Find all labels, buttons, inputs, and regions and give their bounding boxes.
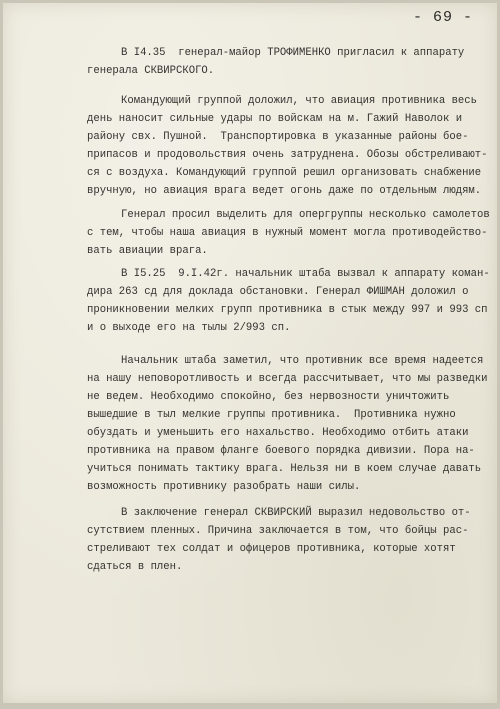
text-line: обуздать и уменьшить его нахальство. Необходимо отбить атаки	[87, 427, 469, 439]
document-page	[3, 3, 497, 703]
text-line: не ведем. Необходимо спокойно, без нервозности уничтожить	[87, 391, 450, 403]
text-line: генерала СКВИРСКОГО.	[87, 65, 215, 77]
text-line: вышедшие в тыл мелкие группы противника. Противника нужно	[87, 409, 456, 421]
text-line: сутствием пленных. Причина заключается в том, что бойцы рас-	[87, 525, 469, 537]
text-line: на нашу неповоротливость и всегда рассчитывает, что мы разведки	[87, 373, 488, 385]
text-line: проникновении мелких групп противника в стык между 997 и 993 сп	[87, 304, 488, 316]
text-line: вать авиации врага.	[87, 245, 208, 257]
text-line: вручную, но авиация врага ведет огонь даже по отдельным людям.	[87, 185, 482, 197]
text-line: ся с воздуха. Командующий группой решил организовать снабжение	[87, 167, 482, 179]
text-line: Начальник штаба заметил, что противник все время надеется	[121, 355, 484, 367]
text-line: дира 263 сд для доклада обстановки. Генерал ФИШМАН доложил о	[87, 286, 469, 298]
text-line: с тем, чтобы наша авиация в нужный момент могла противодейство-	[87, 227, 488, 239]
text-line: припасов и продовольствия очень затруднена. Обозы обстреливают-	[87, 149, 488, 161]
page-number: - 69 -	[413, 9, 474, 26]
text-line: В I4.35 генерал-майор ТРОФИМЕНКО пригласил к аппарату	[121, 47, 465, 59]
text-line: В заключение генерал СКВИРСКИЙ выразил недовольство от-	[121, 507, 471, 519]
text-line: возможность противнику разобрать наши силы.	[87, 481, 361, 493]
text-line: стреливают тех солдат и офицеров противника, которые хотят	[87, 543, 456, 555]
text-line: сдаться в плен.	[87, 561, 183, 573]
text-line: день наносит сильные удары по войскам на м. Гажий Наволок и	[87, 113, 463, 125]
text-line: противника на правом фланге боевого порядка дивизии. Пора на-	[87, 445, 475, 457]
text-line: В I5.25 9.I.42г. начальник штаба вызвал к аппарату коман-	[121, 268, 490, 280]
text-line: и о выходе его на тылы 2/993 сп.	[87, 322, 291, 334]
text-line: Командующий группой доложил, что авиация противника весь	[121, 95, 478, 107]
text-line: Генерал просил выделить для опергруппы несколько самолетов	[121, 209, 490, 221]
text-line: учиться понимать тактику врага. Нельзя ни в коем случае давать	[87, 463, 482, 475]
text-line: району свх. Пушной. Транспортировка в указанные районы бое-	[87, 131, 469, 143]
